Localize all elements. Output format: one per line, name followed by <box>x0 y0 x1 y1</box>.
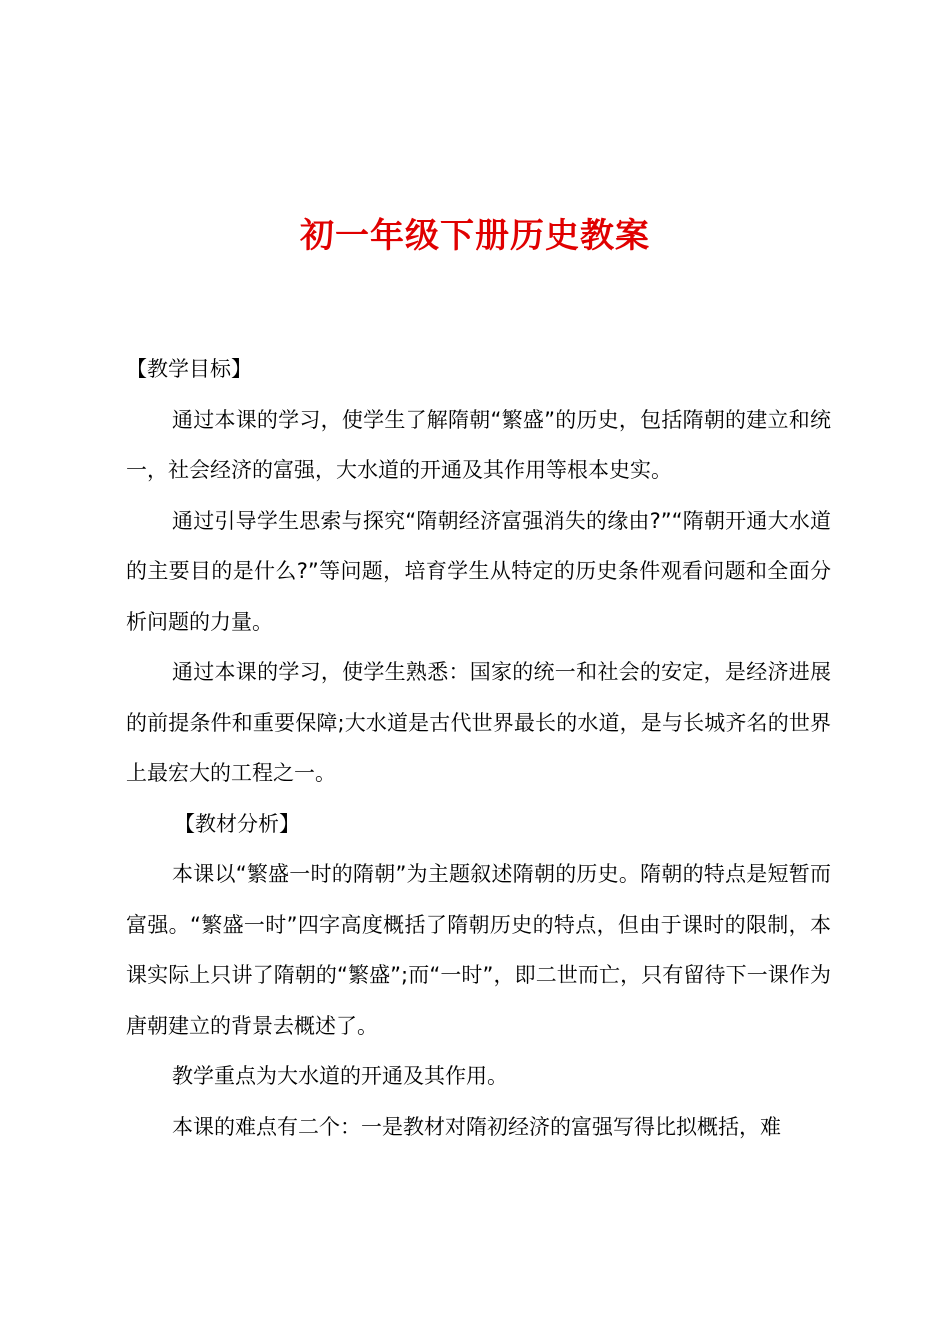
paragraph: 通过本课的学习，使学生熟悉：国家的统一和社会的安定，是经济进展的前提条件和重要保障;大水道是古代世界最长的水道，是与长城齐名的世界上最宏大的工程之一。 <box>126 660 831 785</box>
document-title: 初一年级下册历史教案 <box>300 216 650 256</box>
paragraph: 本课的难点有二个：一是教材对隋初经济的富强写得比拟概括，难 <box>172 1114 781 1139</box>
paragraph: 教学重点为大水道的开通及其作用。 <box>172 1064 508 1088</box>
paragraph: 本课以“繁盛一时的隋朝”为主题叙述隋朝的历史。隋朝的特点是短暂而富强。“繁盛一时”四字高度概括了隋朝历史的特点，但由于课时的限制，本课实际上只讲了隋朝的“繁盛”;而“一时”，即二世而亡，只有留待下一课作为唐朝建立的背景去概述了。 <box>126 862 831 1038</box>
paragraph: 通过引导学生思索与探究“隋朝经济富强消失的缘由?”“隋朝开通大水道的主要目的是什么?”等问题，培育学生从特定的历史条件观看问题和全面分析问题的力量。 <box>126 508 831 634</box>
section-heading-objectives: 【教学目标】 <box>126 357 252 381</box>
document-body <box>126 344 831 1152</box>
section-heading-analysis: 【教材分析】 <box>174 811 300 836</box>
paragraph: 通过本课的学习，使学生了解隋朝“繁盛”的历史，包括隋朝的建立和统一，社会经济的富强，大水道的开通及其作用等根本史实。 <box>126 407 831 482</box>
